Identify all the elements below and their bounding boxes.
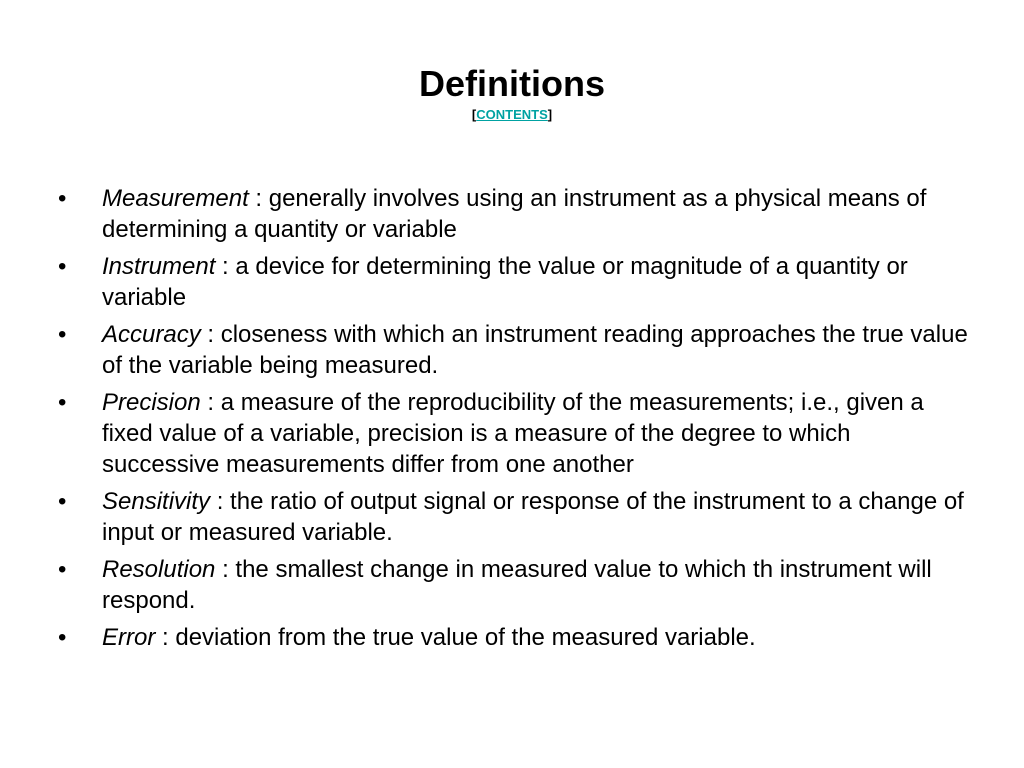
bullet-icon: •: [58, 185, 67, 212]
definition-text: : a measure of the reproducibility of the measurements; i.e., given a fixed value of a variable, precision is a measure of the degree to which successive measurements differ from one another: [102, 389, 924, 478]
contents-link[interactable]: CONTENTS: [476, 107, 548, 122]
definition-term: Instrument: [102, 253, 216, 280]
bullet-icon: •: [58, 556, 67, 583]
definition-term: Sensitivity: [102, 488, 211, 515]
bullet-icon: •: [58, 389, 67, 416]
contents-open-bracket: [: [471, 107, 477, 122]
definition-term: Measurement: [102, 185, 249, 212]
definition-item-resolution: [58, 554, 968, 616]
definition-item-instrument: [58, 251, 968, 313]
definition-term: Resolution: [102, 556, 216, 583]
definition-item-error: [58, 622, 968, 653]
bullet-icon: •: [58, 253, 67, 280]
definition-text: : closeness with which an instrument reading approaches the true value of the variable being measured.: [102, 321, 968, 379]
definition-text: : a device for determining the value or magnitude of a quantity or variable: [102, 253, 908, 311]
definition-text: : generally involves using an instrument as a physical means of determining a quantity or variable: [102, 185, 927, 243]
definition-item-precision: [58, 387, 968, 480]
definition-term: Error: [102, 624, 156, 651]
contents-nav: [0, 107, 1024, 123]
definition-item-sensitivity: [58, 486, 968, 548]
definition-text: : the smallest change in measured value to which th instrument will respond.: [102, 556, 932, 614]
contents-close-bracket: ]: [547, 107, 553, 122]
bullet-icon: •: [58, 624, 67, 651]
definition-text: : deviation from the true value of the measured variable.: [155, 624, 756, 651]
definitions-list: [58, 183, 968, 659]
bullet-icon: •: [58, 488, 67, 515]
slide-title: Definitions: [419, 63, 605, 104]
definition-item-accuracy: [58, 319, 968, 381]
bullet-icon: •: [58, 321, 67, 348]
definition-term: Precision: [102, 389, 201, 416]
definition-item-measurement: [58, 183, 968, 245]
title-block: [0, 62, 1024, 123]
definition-text: : the ratio of output signal or response of the instrument to a change of input or measured variable.: [102, 488, 964, 546]
definition-term: Accuracy: [102, 321, 201, 348]
